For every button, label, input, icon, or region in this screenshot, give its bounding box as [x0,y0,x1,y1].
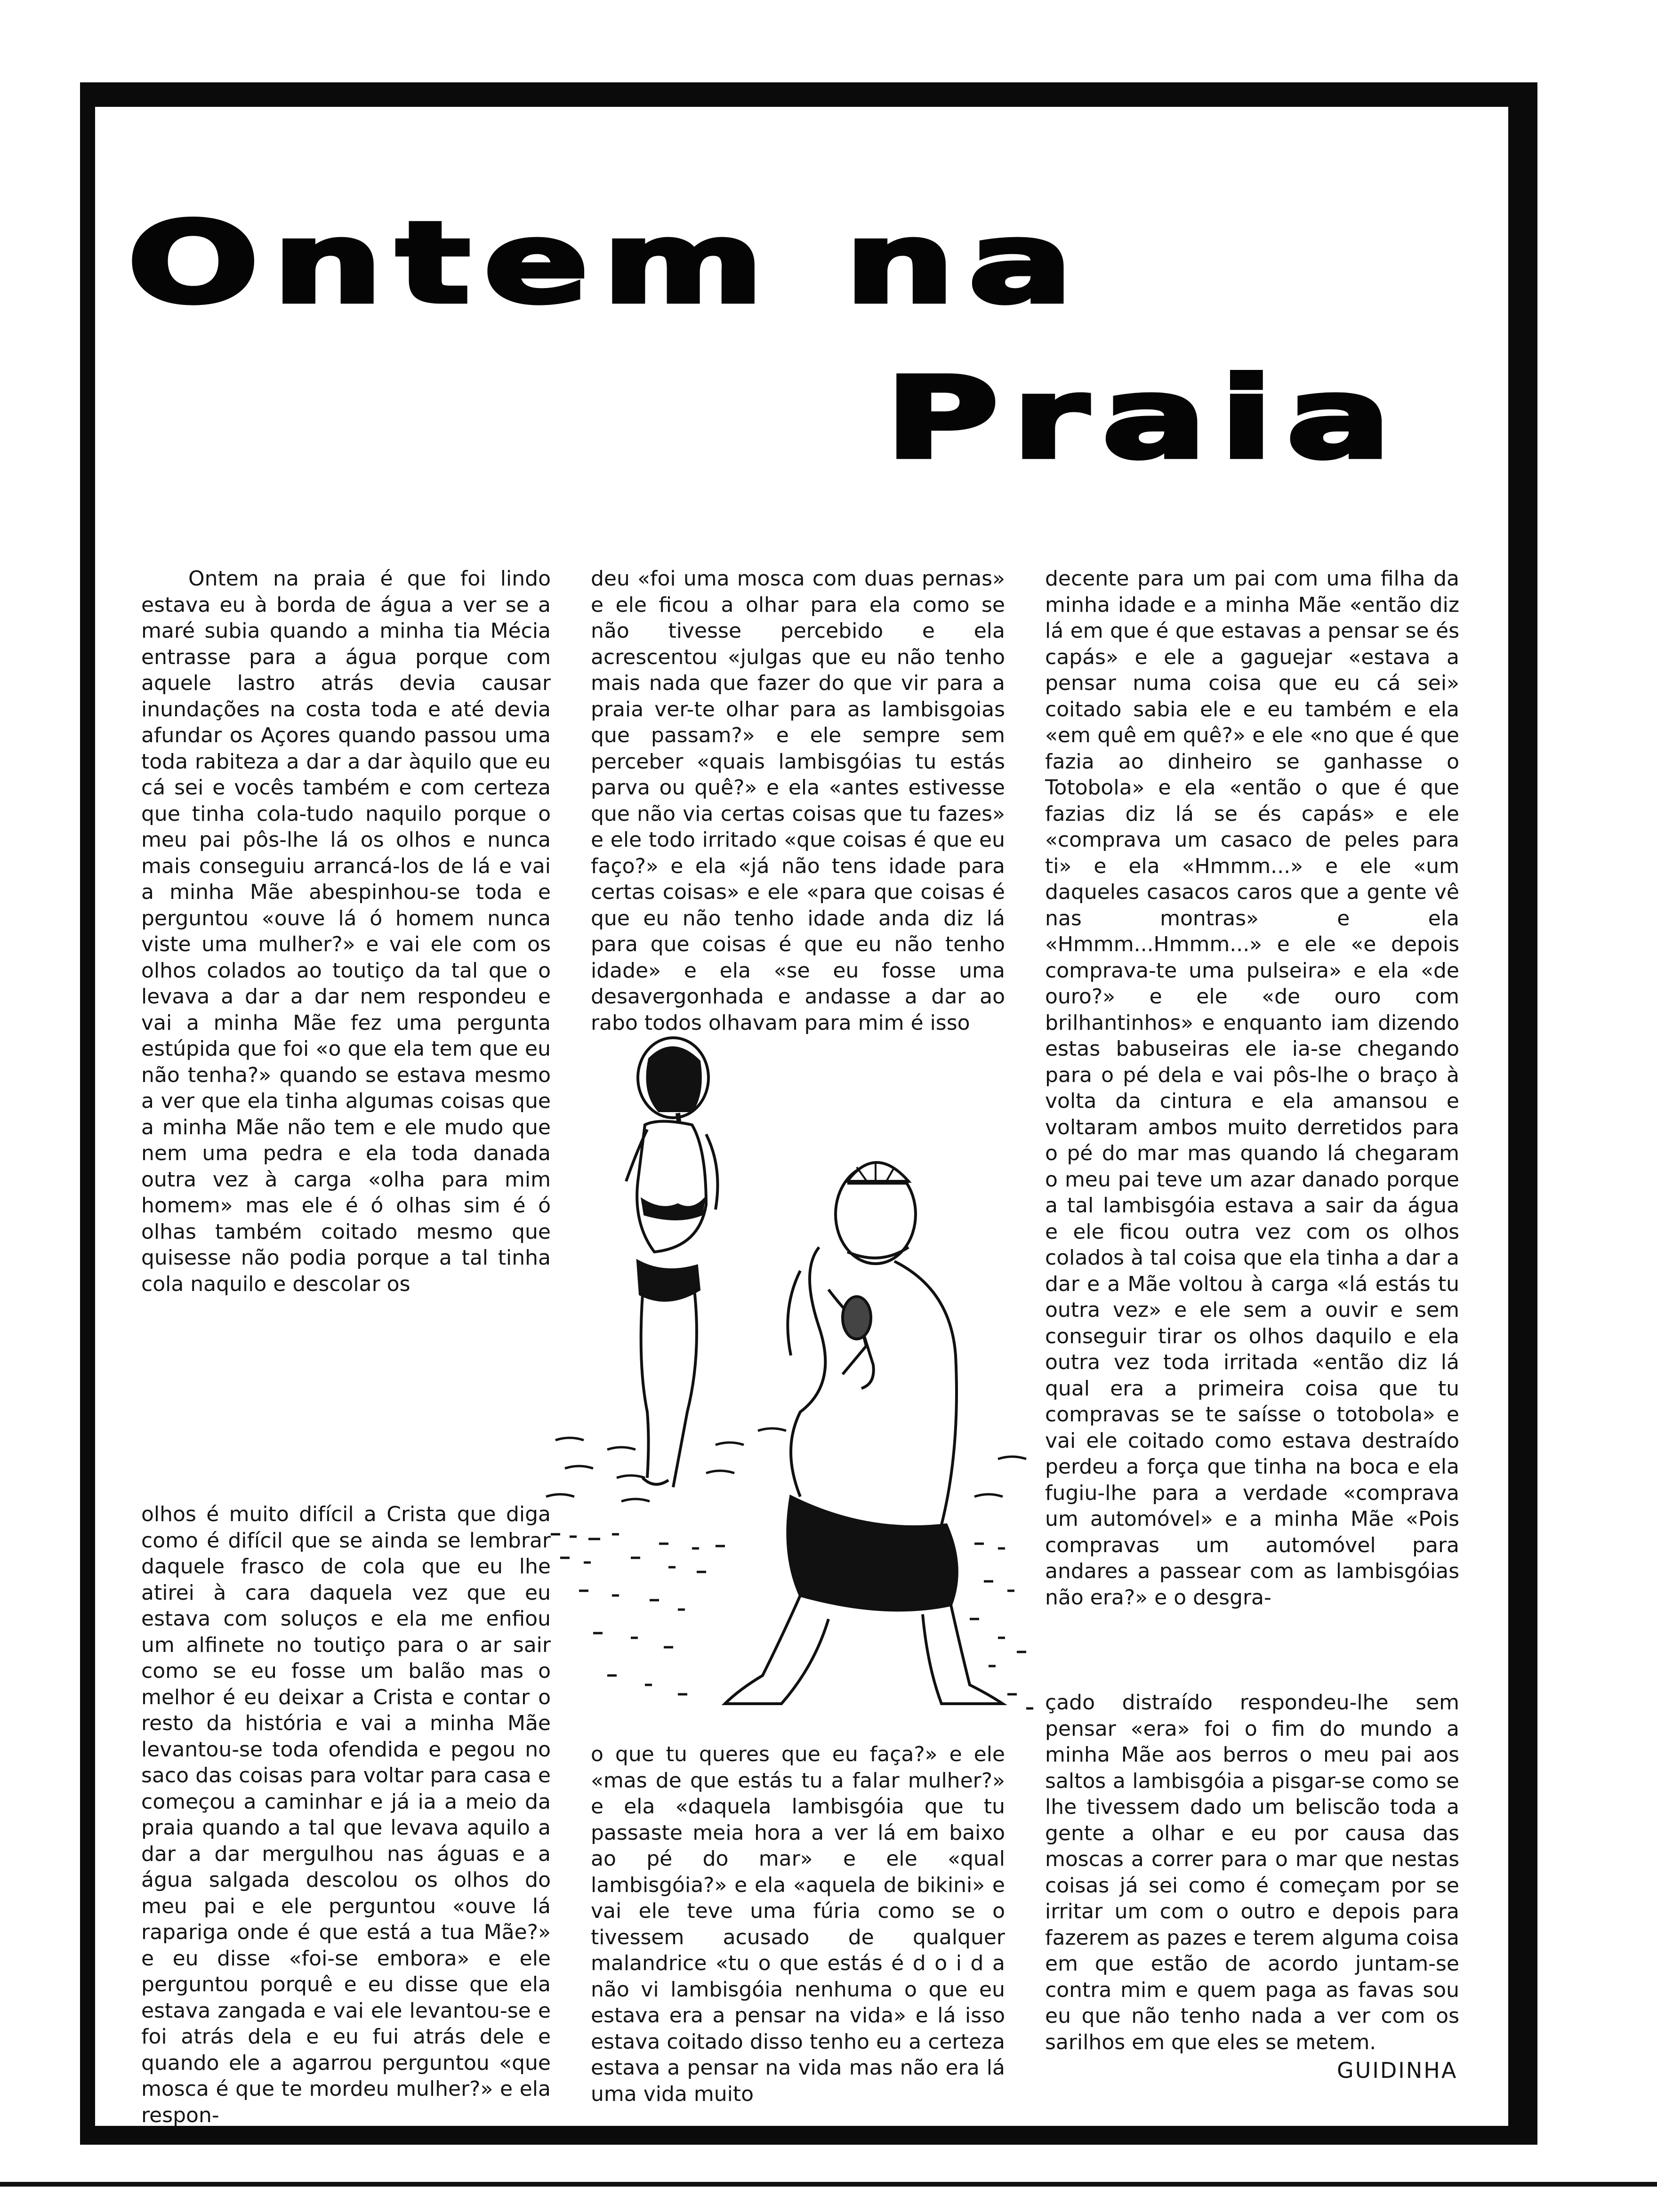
text-column-middle-top: deu «foi uma mosca com duas pernas» e ele ficou a olhar para ela como se não tivesse percebido e ela acrescentou «julgas que eu não tenho mais nada que fazer do que vir para a praia ver-te olhar para as lambisgoias que passam?» e ele sempre sem perceber «quais lambisgóias tu estás parva ou quê?» e ela «antes estivesse que não via certas coisas que tu fazes» e ele todo irritado «que coisas é que eu faço?» e ela «já não tens idade para certas coisas» e ele «para que coisas é que eu não tenho idade anda diz lá para que coisas é que eu não tenho idade» e ela «se eu fosse uma desavergonhada e andasse a dar ao rabo todos olhavam para mim é isso [591,567,1005,1035]
beach-cartoon-illustration [537,1026,1050,1760]
text-column-right-bottom: çado distraído respondeu-lhe sem pensar «era» foi o fim do mundo a minha Mãe aos berros o meu pai aos saltos a lambisgóia a pisgar-se como se lhe tivessem dado um beliscão toda a gente a olhar e eu por causa das moscas a correr para o mar que nestas coisas já sei como é começam por se irritar um com o outro e depois para fazerem as pazes e terem alguma coisa em que estão de acordo juntam-se contra mim e quem paga as favas sou eu que não tenho nada a ver com os sarilhos em que eles se metem. [1045,1691,1459,2054]
title-line-2: Praia [885,353,1405,484]
title-line-1: Ontem na [127,198,1086,329]
text-column-right-top: decente para um pai com uma filha da minha idade e a minha Mãe «então diz lá em que é que estavas a pensar se és capás» e ele a gaguejar «estava a pensar numa coisa que eu cá sei» coitado sabia ele e eu também e ela «em quê em quê?» e ele «no que é que fazia ao dinheiro se ganhasse o Totobola» e ela «então o que é que fazias diz lá se és capás» e ele «comprava um casaco de peles para ti» e ela «Hmmm...» e ele «um daqueles casacos caros que a gente vê nas montras» e ela «Hmmm...Hmmm...» e ele «e depois comprava-te uma pulseira» e ela «de ouro?» e ele «de ouro com brilhantinhos» e enquanto iam dizendo estas babuseiras ele ia-se chegando para o pé dela e vai pôs-lhe o braço à volta da cintura e ela amansou e voltaram ambos muito derretidos para o pé do mar mas quando lá chegaram o meu pai teve um azar danado porque a tal lambisgóia estava a sair da água e ele ficou outra vez com os olhos colados à tal coisa que ela tinha a dar a dar e a Mãe voltou à carga «lá estás tu outra vez» e ele sem a ouvir e sem conseguir tirar os olhos daquilo e ela outra vez toda irritada «então diz lá qual era a primeira coisa que tu compravas se te saísse o totobola» e vai ele coitado como estava destraído perdeu a força que tinha na boca e ela fugiu-lhe para a verdade «comprava um automóvel» e a minha Mãe «Pois compravas um automóvel para andares a passear com as lambisgóias não era?» e o desgra- [1045,567,1459,1610]
text-column-left-bottom: olhos é muito difícil a Crista que diga como é difícil que se ainda se lembrar daquele frasco de cola que eu lhe atirei à cara daquela vez que eu estava com soluços e ela me enfiou um alfinete no toutiço para o ar sair como se eu fosse um balão mas o melhor é eu deixar a Crista e contar o resto da história e vai a minha Mãe levantou-se toda ofendida e pegou no saco das coisas para voltar para casa e começou a caminhar e já ia a meio da praia quando a tal que levava aquilo a dar a dar mergulhou nas águas e a água salgada descolou os olhos do meu pai e ele perguntou «ouve lá rapariga onde é que está a tua Mãe?» e eu disse «foi-se embora» e ele perguntou porquê e eu disse que ela estava zangada e vai ele levantou-se e foi atrás dela e eu fui atrás dele e quando ele a agarrou perguntou «que mosca é que te mordeu mulher?» e ela respon- [141,1502,551,2127]
author-signature: GUIDINHA [1337,2058,1458,2083]
text-column-left-top: Ontem na praia é que foi lindo estava eu à borda de água a ver se a maré subia quando a minha tia Mécia entrasse para a água porque com aquele lastro atrás devia causar inundações na costa toda e até devia afundar os Açores quando passou uma toda rabiteza a dar a dar àquilo que eu cá sei e vocês também e com certeza que tinha cola-tudo naquilo porque o meu pai pôs-lhe lá os olhos e nunca mais conseguiu arrancá-los de lá e vai a minha Mãe abespinhou-se toda e perguntou «ouve lá ó homem nunca viste uma mulher?» e vai ele com os olhos colados ao toutiço da tal que o levava a dar a dar nem respondeu e vai a minha Mãe fez uma pergunta estúpida que foi «o que ela tem que eu não tenha?» quando se estava mesmo a ver que ela tinha algumas coisas que a minha Mãe não tem e ele mudo que nem uma pedra e ela toda danada outra vez à carga «olha para mim homem» mas ele é ó olhas sim é ó olhas também coitado mesmo que quisesse não podia porque a tal tinha cola naquilo e descolar os [141,567,551,1296]
man-at-beach [725,1162,1003,1704]
woman-in-bikini [626,1038,718,1487]
bottom-rule [0,2182,1657,2187]
text-column-middle-bottom: o que tu queres que eu faça?» e ele «mas de que estás tu a falar mulher?» e ela «daquela lambisgóia que tu passaste meia hora a ver lá em baixo ao pé do mar» e ele «qual lambisgóia?» e ela «aquela de bikini» e vai ele teve uma fúria como se o tivessem acusado de qualquer malandrice «tu o que estás é d o i d a não vi lambisgóia nenhuma o que eu estava era a pensar na vida» e lá isso estava coitado disso tenho eu a certeza estava a pensar na vida mas não era lá uma vida muito [591,1742,1005,2106]
